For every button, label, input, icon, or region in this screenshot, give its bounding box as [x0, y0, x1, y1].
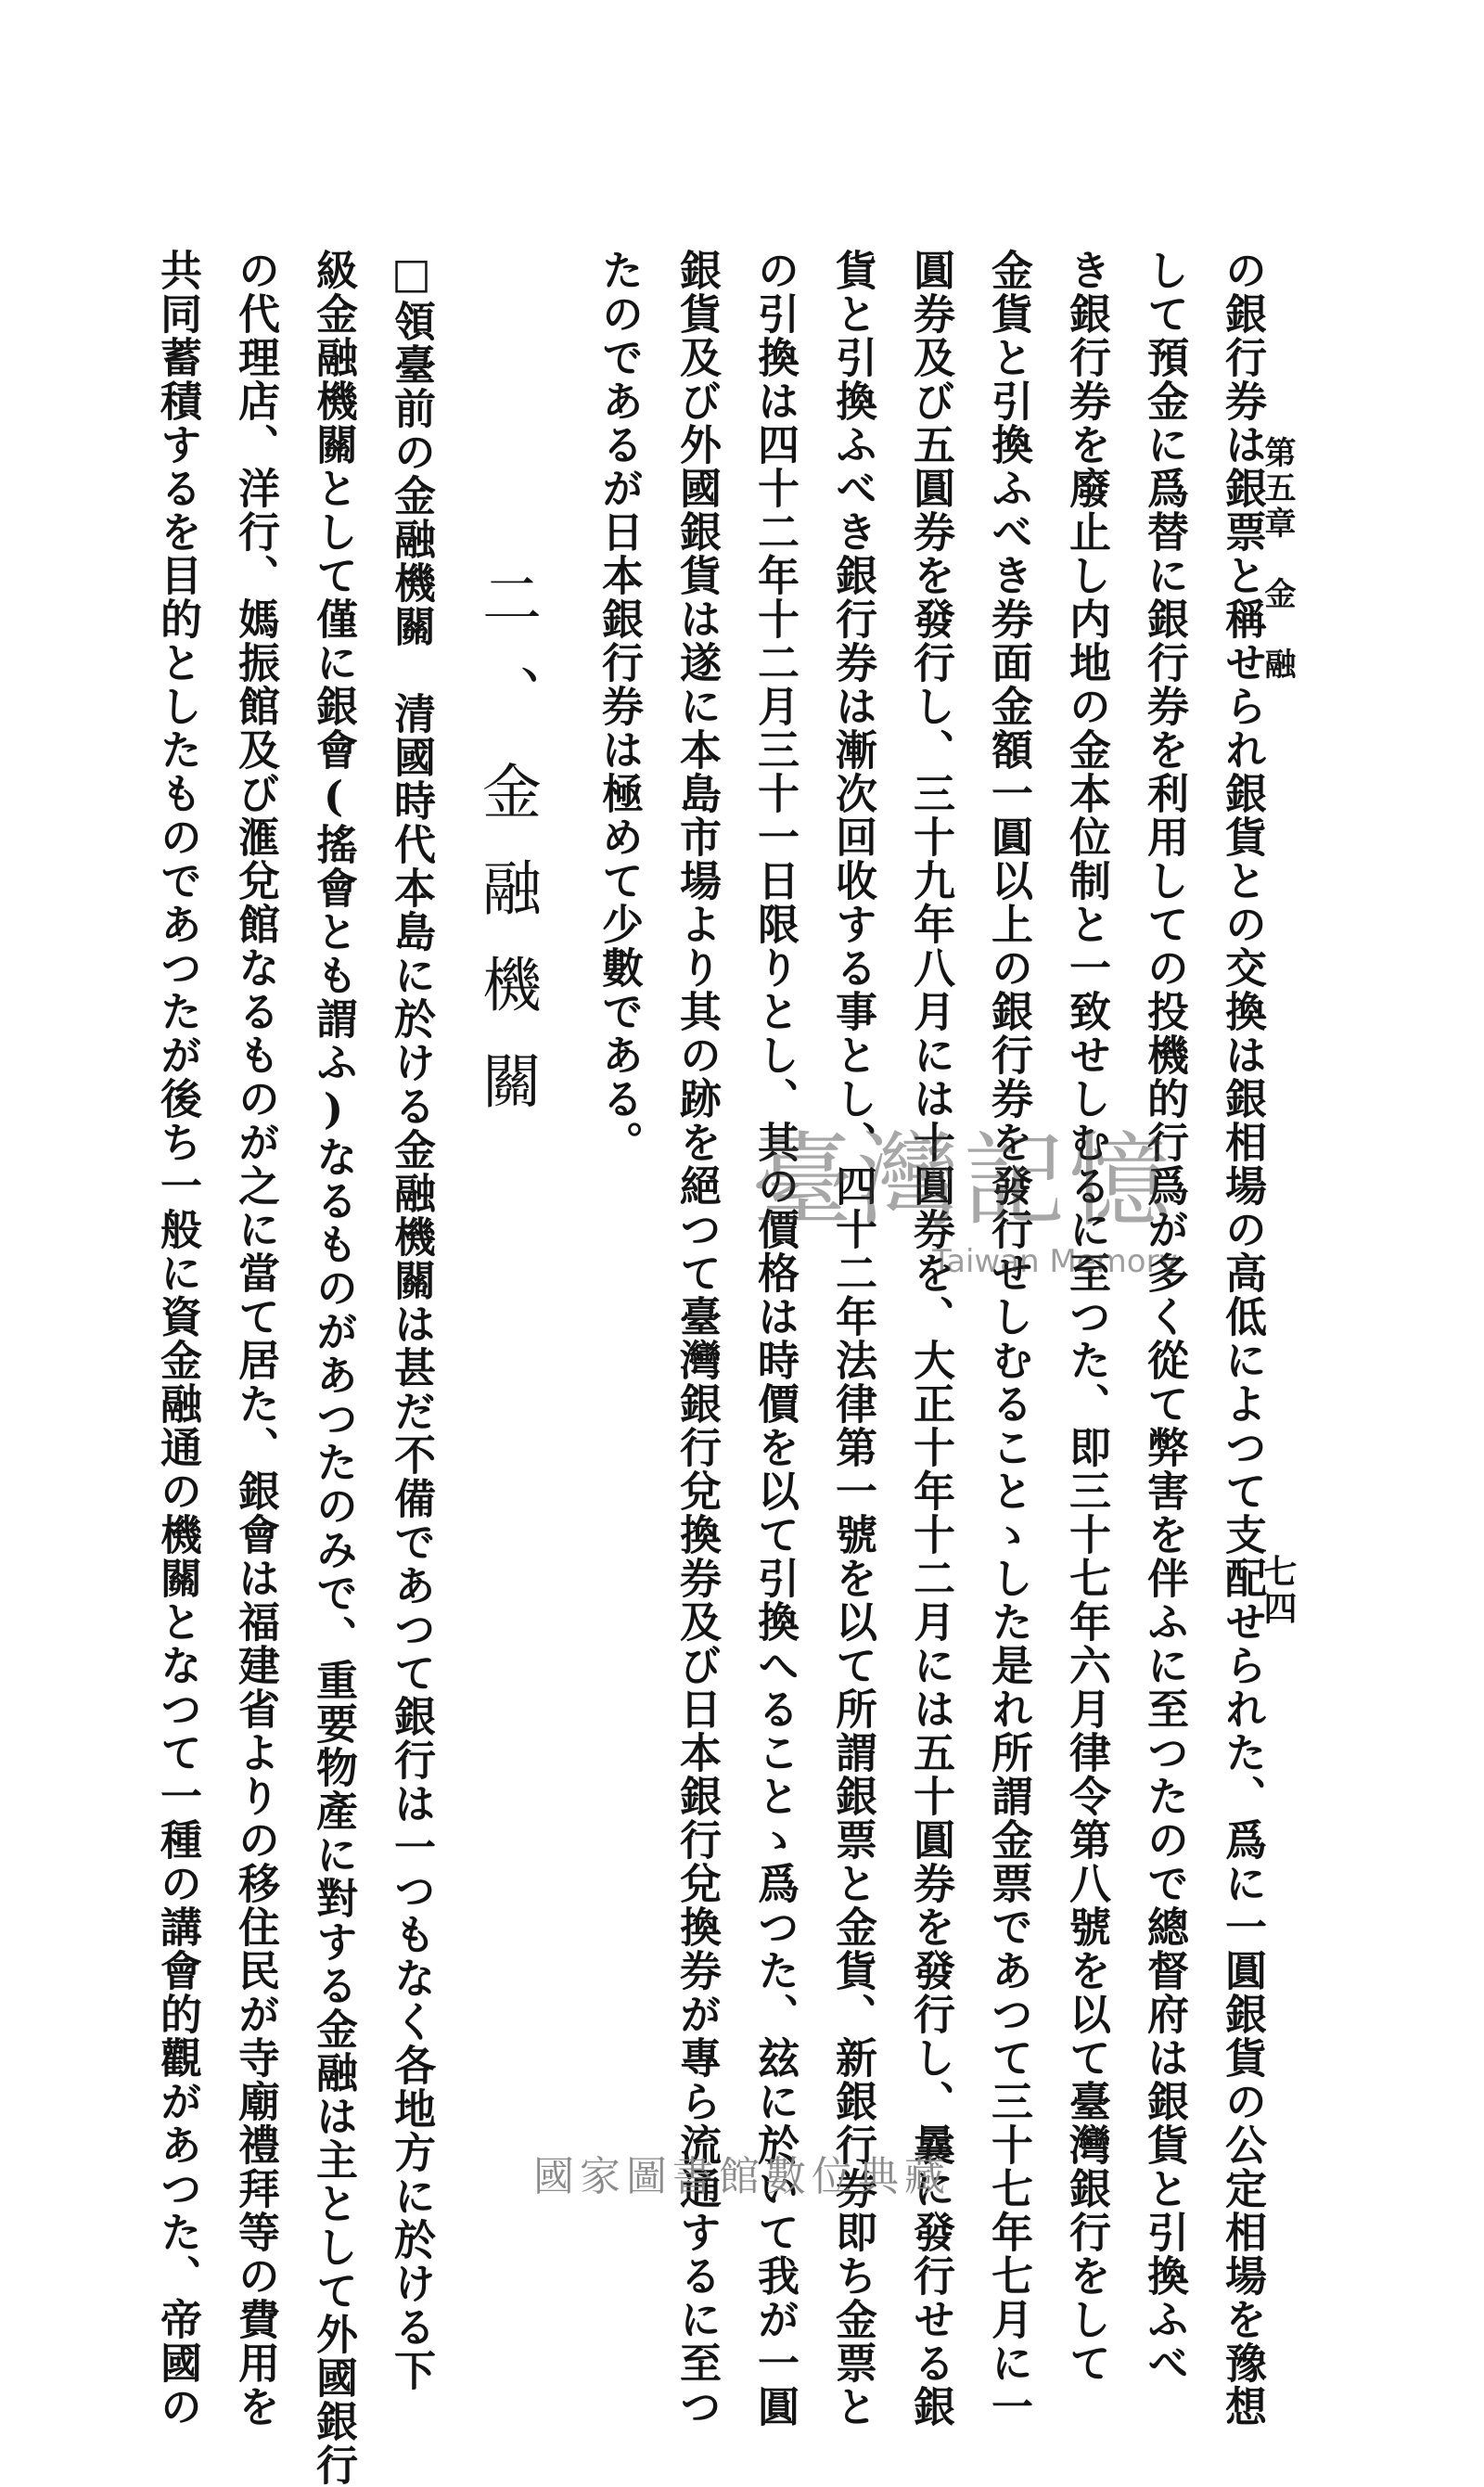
body-text-line-3: き銀行券を廢止し内地の金本位制と一致せしむるに至つた、即三十七年六月律令第八號を以て臺灣銀行をして	[1062, 249, 1111, 2385]
body-text-line-1: の銀行券は銀票と稱せられ銀貨との交換は銀相場の高低によつて支配せられた、爲に一圓銀貨の公定相場を豫想	[1218, 249, 1267, 2429]
page-number: 七四	[1259, 1554, 1298, 1628]
footer-attribution: 國家圖書館數位典藏	[533, 2153, 951, 2200]
body-text-line-5: 圓券及び五圓券を發行し、三十九年八月には十圓券を、大正十年十二月には五十圓券を發行し、曩に發行せる銀	[906, 249, 955, 2429]
body-text-line-4: 金貨と引換ふべき券面金額一圓以上の銀行券を發行せしむることゝした是れ所謂金票であつて三十七年七月に一	[984, 249, 1033, 2429]
body-text-line-11: 級金融機關として僅に銀會(搖會とも謂ふ)なるものがあつたのみで、重要物產に對する金融は主として外國銀行	[309, 249, 358, 2487]
body-text-line-8: 銀貨及び外國銀貨は遂に本島市場より其の跡を絕つて臺灣銀行兌換券及び日本銀行兌換券が專ら流通するに至つ	[672, 249, 722, 2429]
body-text-line-7: の引換は四十二年十二月三十一日限りとし、其の價格は時價を以て引換へることゝ爲つた、玆に於いて我が一圓	[750, 249, 800, 2429]
running-title: 第五章 金 融	[1259, 436, 1296, 683]
body-text-line-2: して預金に爲替に銀行券を利用しての投機的行爲が多く從て弊害を伴ふに至つたので總督府は銀貨と引換ふべ	[1140, 249, 1189, 2385]
body-text-line-10: □領臺前の金融機關 清國時代本島に於ける金融機關は甚だ不備であつて銀行は一つもなく各地方に於ける下	[387, 249, 436, 2392]
body-text-line-12: の代理店、洋行、媽振館及び滙兌館なるものが之に當て居た、銀會は福建省よりの移住民が寺廟禮拜等の費用を	[231, 249, 280, 2429]
watermark-logo: 臺灣記憶	[751, 1122, 1174, 1240]
watermark-subtext: Taiwan Memory	[932, 1243, 1178, 1280]
body-text-line-6: 貨と引換ふべき銀行券は漸次回收する事とし、四十二年法律第一號を以て所謂銀票と金貨、新銀行券即ち金票と	[828, 249, 877, 2429]
section-heading: 二、金融機關	[472, 568, 541, 1147]
body-text-line-13: 共同蓄積するを目的としたものであつたが後ち一般に資金融通の機關となつて一種の講會的觀があつた、帝國の	[153, 249, 202, 2429]
body-text-line-9: たのであるが日本銀行券は極めて少數である。	[595, 249, 644, 1164]
